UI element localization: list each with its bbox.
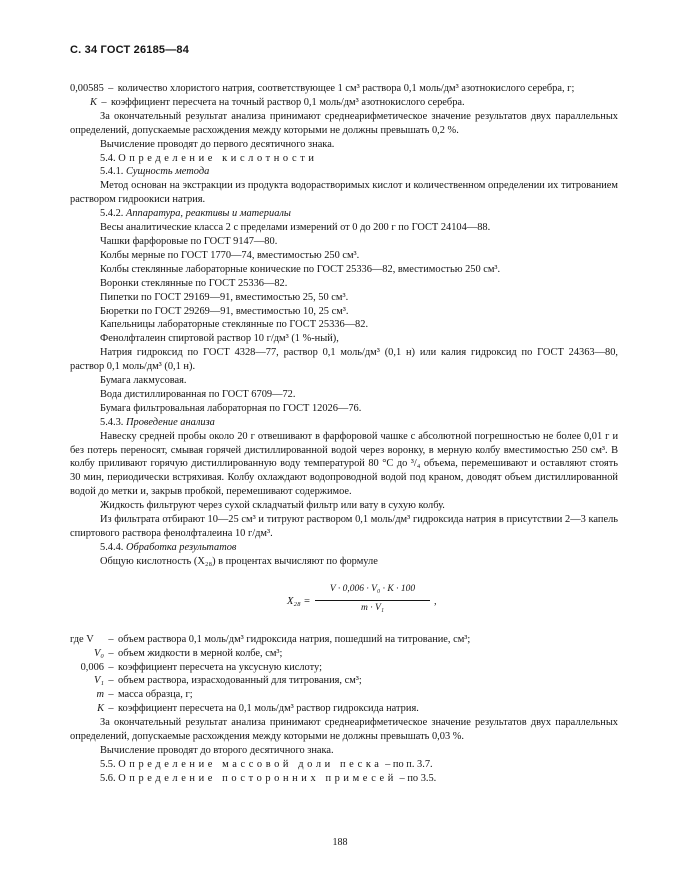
definition-text: коэффициент пересчета на уксусную кислоту; [118, 661, 322, 673]
section-number: 5.4. [100, 152, 116, 164]
definition-text: коэффициент пересчета на 0,1 моль/дм³ раствор гидроксида натрия. [118, 703, 419, 715]
material-item: Колбы стеклянные лабораторные конические по ГОСТ 25336—82, вместимостью 250 см³. [100, 263, 501, 275]
material-item: Бюретки по ГОСТ 29269—91, вместимостью 10, 25 см³. [100, 305, 349, 317]
definition-dash: – [108, 689, 114, 701]
definition-dash: – [108, 675, 114, 687]
definition-dash: – [108, 647, 114, 659]
material-item: Воронки стеклянные по ГОСТ 25336—82. [100, 277, 288, 289]
section-number: 5.4.4. [100, 541, 124, 553]
definition-row [70, 661, 618, 675]
definition-text: объем раствора, израсходованный для титрования, см³; [118, 675, 362, 687]
formula-tail: , [434, 595, 437, 607]
method-paragraph: Метод основан на экстракции из продукта водорастворимых кислот и количественном определении их титрованием раствором гидроокиси натрия. [70, 180, 618, 206]
formula-numerator: V · 0,006 · V₀ · K · 100 [329, 583, 416, 594]
definition-symbol: V₁ [94, 675, 104, 687]
section-title: Определение кислотности [118, 152, 318, 164]
definition-dash: – [108, 661, 114, 673]
definition-row [70, 96, 618, 110]
definition-dash: – [108, 633, 114, 645]
procedure-paragraph: Из фильтрата отбирают 10—25 см³ и титруют раствором 0,1 моль/дм³ гидроксида натрия в присутствии 2—3 капель спиртового раствора фенолфталеина 10 г/дм³. [70, 514, 618, 539]
definition-text: объем жидкости в мерной колбе, см³; [118, 647, 283, 659]
material-item: Фенолфталеин спиртовой раствор 10 г/дм³ (1 %-ный), [100, 333, 339, 345]
definition-symbol: m [96, 689, 104, 701]
material-item: Натрия гидроксид по ГОСТ 4328—77, раствор 0,1 моль/дм³ (0,1 н) или калия гидроксид по ГОСТ 24363—80, раствор 0,1 моль/дм³ (0,1 н). [70, 347, 618, 373]
procedure-paragraph: Жидкость фильтруют через сухой складчатый фильтр или вату в сухую колбу. [100, 500, 445, 512]
definition-row [70, 647, 618, 661]
definition-row [70, 674, 618, 688]
section-number: 5.4.2. [100, 208, 124, 220]
section-heading-5-4-1 [70, 165, 618, 179]
procedure-paragraph: Навеску средней пробы около 20 г отвешивают в фарфоровой чашке с абсолютной погрешностью не более 0,01 г и без потерь переносят, смывая горячей дистиллированной водой через воронку, в мерную колбу вместимостью 250 см³. В колбу приливают горячую дистиллированную воду температурой 80 °С до ³/₄ объема, перемешивают и оставляют стоять 30 мин, периодически встряхивая. Колбу охлаждают водопроводной водой под краном, доводят объем дистиллированной водой до метки и, закрыв пробкой, перемешивают содержимое. [70, 430, 618, 498]
section-number: 5.6. [100, 772, 116, 784]
page-header: С. 34 ГОСТ 26185—84 [70, 44, 190, 56]
section-heading-5-5 [70, 758, 618, 772]
definition-row [70, 688, 618, 702]
material-item: Бумага фильтровальная лабораторная по ГОСТ 12026—76. [100, 402, 362, 414]
calculation-note: Вычисление проводят до первого десятичного знака. [100, 138, 335, 150]
document-body [70, 82, 618, 786]
definition-symbol: K [90, 96, 97, 108]
material-item: Бумага лакмусовая. [100, 375, 187, 387]
material-item: Чашки фарфоровые по ГОСТ 9147—80. [100, 235, 278, 247]
section-title: Сущность метода [126, 166, 210, 178]
definition-text: коэффициент пересчета на точный раствор 0,1 моль/дм³ азотнокислого серебра. [110, 96, 465, 108]
definition-symbol: где V [70, 633, 94, 645]
section-reference: – по п. 3.7. [385, 758, 433, 770]
section-title: Проведение анализа [126, 416, 215, 428]
formula-denominator: m · V₁ [360, 602, 385, 613]
acidity-formula [70, 575, 618, 627]
material-item: Капельницы лабораторные стеклянные по ГОСТ 25336—82. [100, 319, 369, 331]
section-title: Обработка результатов [126, 541, 237, 553]
definition-row [70, 633, 618, 647]
section-heading-5-4-3 [70, 416, 618, 430]
definition-symbol: 0,006 [80, 661, 104, 673]
fraction-bar [315, 600, 430, 601]
material-item: Колбы мерные по ГОСТ 1770—74, вместимостью 250 см³. [100, 249, 360, 261]
section-heading-5-4-2 [70, 207, 618, 221]
formula-intro: Общую кислотность (X₂₈) в процентах вычисляют по формуле [100, 555, 378, 567]
definition-text: объем раствора 0,1 моль/дм³ гидроксида натрия, пошедший на титрование, см³; [118, 633, 471, 645]
definition-symbol: V₀ [94, 647, 104, 659]
page-number: 188 [332, 837, 348, 848]
calculation-note: Вычисление проводят до второго десятичного знака. [100, 744, 334, 756]
section-title: Определение посторонних примесей [118, 772, 397, 784]
section-title: Определение массовой доли песка [118, 758, 383, 770]
definition-symbol: K [97, 703, 104, 715]
definition-symbol: 0,00585 [70, 83, 104, 94]
definition-text: количество хлористого натрия, соответствующее 1 см³ раствора 0,1 моль/дм³ азотнокислого серебра, г; [117, 83, 575, 94]
section-title: Аппаратура, реактивы и материалы [126, 208, 291, 220]
definition-row [70, 82, 618, 96]
material-item: Весы аналитические класса 2 с пределами измерений от 0 до 200 г по ГОСТ 24104—88. [100, 222, 491, 234]
material-item: Вода дистиллированная по ГОСТ 6709—72. [100, 388, 296, 400]
definition-text: масса образца, г; [118, 689, 193, 701]
result-paragraph: За окончательный результат анализа принимают среднеарифметическое значение результатов двух параллельных определений, допускаемые расхождения между которыми не должны превышать 0,03 %. [70, 717, 618, 743]
section-number: 5.5. [100, 758, 116, 770]
definition-dash: – [101, 96, 107, 108]
definition-dash: – [108, 703, 114, 715]
definition-row [70, 702, 618, 716]
section-number: 5.4.3. [100, 416, 124, 428]
section-heading-5-4-4 [70, 541, 618, 555]
section-reference: – по 3.5. [399, 772, 437, 784]
section-heading-5-6 [70, 772, 618, 786]
result-paragraph: За окончательный результат анализа принимают среднеарифметическое значение результатов двух параллельных определений, допускаемые расхождения между которыми не должны превышать 0,2 %. [70, 110, 618, 136]
section-heading-5-4 [70, 152, 618, 166]
definition-dash: – [108, 83, 114, 94]
material-item: Пипетки по ГОСТ 29169—91, вместимостью 25, 50 см³. [100, 291, 349, 303]
section-number: 5.4.1. [100, 166, 124, 178]
formula-lhs: X₂₈ = [287, 595, 311, 607]
